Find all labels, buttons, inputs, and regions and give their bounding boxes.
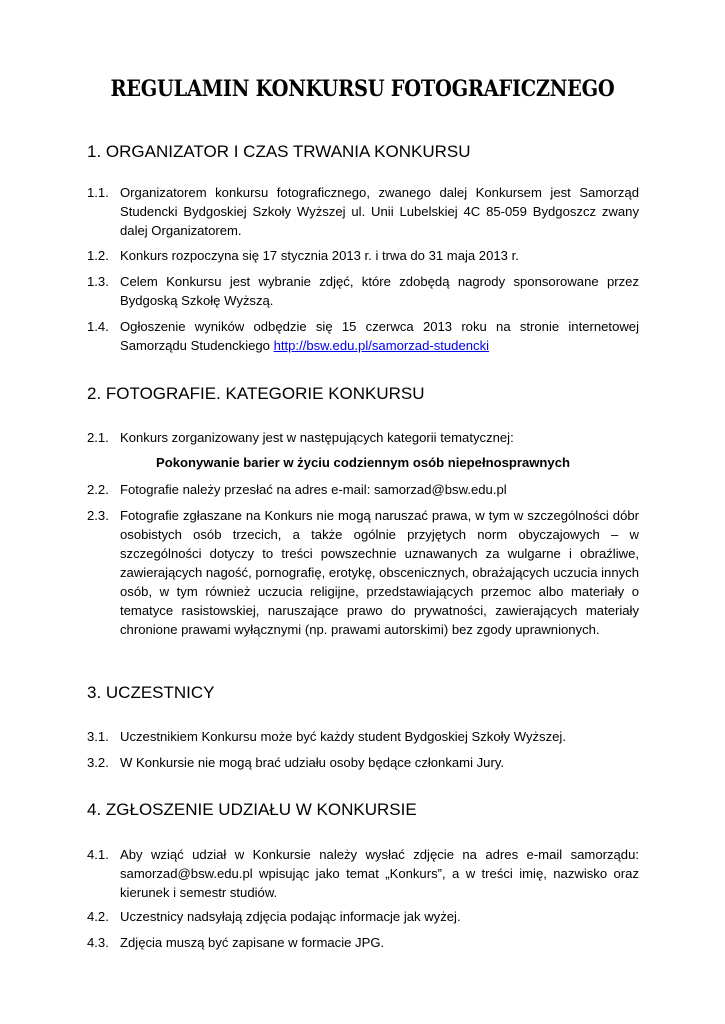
item-text-body: Ogłoszenie wyników odbędzie się 15 czerwca 2013 roku na stronie internetowej Samorządu Studenckiego — [120, 319, 639, 353]
list-item-2-1 — [87, 428, 639, 447]
item-text: Uczestnicy nadsyłają zdjęcia podając informacje jak wyżej. — [120, 909, 461, 924]
section-heading-4: 4. ZGŁOSZENIE UDZIAŁU W KONKURSIE — [87, 800, 417, 819]
item-text: Celem Konkursu jest wybranie zdjęć, które zdobędą nagrody sponsorowane przez Bydgoską Szkołę Wyższą. — [120, 274, 639, 308]
item-text: Zdjęcia muszą być zapisane w formacie JPG. — [120, 935, 385, 950]
item-number: 1.3. — [87, 274, 109, 289]
item-number: 1.1. — [87, 185, 109, 200]
item-number: 4.1. — [87, 847, 109, 862]
item-number: 2.1. — [87, 430, 109, 445]
item-number: 1.2. — [87, 248, 109, 263]
item-text — [120, 317, 639, 355]
list-item-1-1 — [87, 183, 639, 240]
list-item-4-1 — [87, 845, 639, 902]
list-item-2-3 — [87, 506, 639, 639]
item-text: Aby wziąć udział w Konkursie należy wysłać zdjęcie na adres e-mail samorządu: samorzad@bsw.edu.pl wpisując jako temat „Konkurs”, a w treści imię, nazwisko oraz kierunek i semestr studiów. — [120, 847, 639, 900]
item-text: W Konkursie nie mogą brać udziału osoby będące członkami Jury. — [120, 755, 505, 770]
item-text: Uczestnikiem Konkursu może być każdy student Bydgoskiej Szkoły Wyższej. — [120, 729, 566, 744]
item-text: Konkurs zorganizowany jest w następujących kategorii tematycznej: — [120, 430, 514, 445]
item-number: 1.4. — [87, 319, 109, 334]
list-item-3-1 — [87, 727, 639, 746]
list-item-4-3 — [87, 933, 639, 952]
list-item-1-2 — [87, 246, 639, 265]
item-number: 3.1. — [87, 729, 109, 744]
samorzad-link[interactable]: http://bsw.edu.pl/samorzad-studencki — [273, 338, 490, 353]
list-item-4-2 — [87, 907, 639, 926]
item-number: 3.2. — [87, 755, 109, 770]
list-item-1-4 — [87, 317, 639, 355]
list-item-1-3 — [87, 272, 639, 310]
document-title: REGULAMIN KONKURSU FOTOGRAFICZNEGO — [110, 76, 615, 102]
list-item-3-2 — [87, 753, 639, 772]
section-heading-1: 1. ORGANIZATOR I CZAS TRWANIA KONKURSU — [87, 142, 471, 161]
section-heading-2: 2. FOTOGRAFIE. KATEGORIE KONKURSU — [87, 384, 425, 403]
item-number: 4.2. — [87, 909, 109, 924]
item-text: Fotografie należy przesłać na adres e-mail: samorzad@bsw.edu.pl — [120, 482, 507, 497]
item-number: 4.3. — [87, 935, 109, 950]
item-text: Fotografie zgłaszane na Konkurs nie mogą naruszać prawa, w tym w szczególności dóbr osobistych osób trzecich, a także ogólnie przyjętych norm obyczajowych – w szczególności dotyczy to treści powszechnie uznawanych za wulgarne i obraźliwe, zawierających nagość, pornografię, erotykę, obscenicznych, obrażających uczucia innych osób, w tym również uczucia religijne, przedstawiających przemoc albo materiały o tematyce rasistowskiej, naruszające prawo do prywatności, zawierających materiały chronione prawami wyłącznymi (np. prawami autorskimi) bez zgody uprawnionych. — [120, 508, 639, 637]
category-name: Pokonywanie barier w życiu codziennym osób niepełnosprawnych — [155, 455, 570, 470]
item-number: 2.2. — [87, 482, 109, 497]
item-number: 2.3. — [87, 508, 109, 523]
item-text: Organizatorem konkursu fotograficznego, zwanego dalej Konkursem jest Samorząd Studencki Bydgoskiej Szkoły Wyższej ul. Unii Lubelskiej 4C 85-059 Bydgoszcz zwany dalej Organizatorem. — [120, 185, 639, 238]
list-item-2-2 — [87, 480, 639, 499]
section-heading-3: 3. UCZESTNICY — [87, 683, 215, 702]
item-text: Konkurs rozpoczyna się 17 stycznia 2013 r. i trwa do 31 maja 2013 r. — [120, 248, 519, 263]
